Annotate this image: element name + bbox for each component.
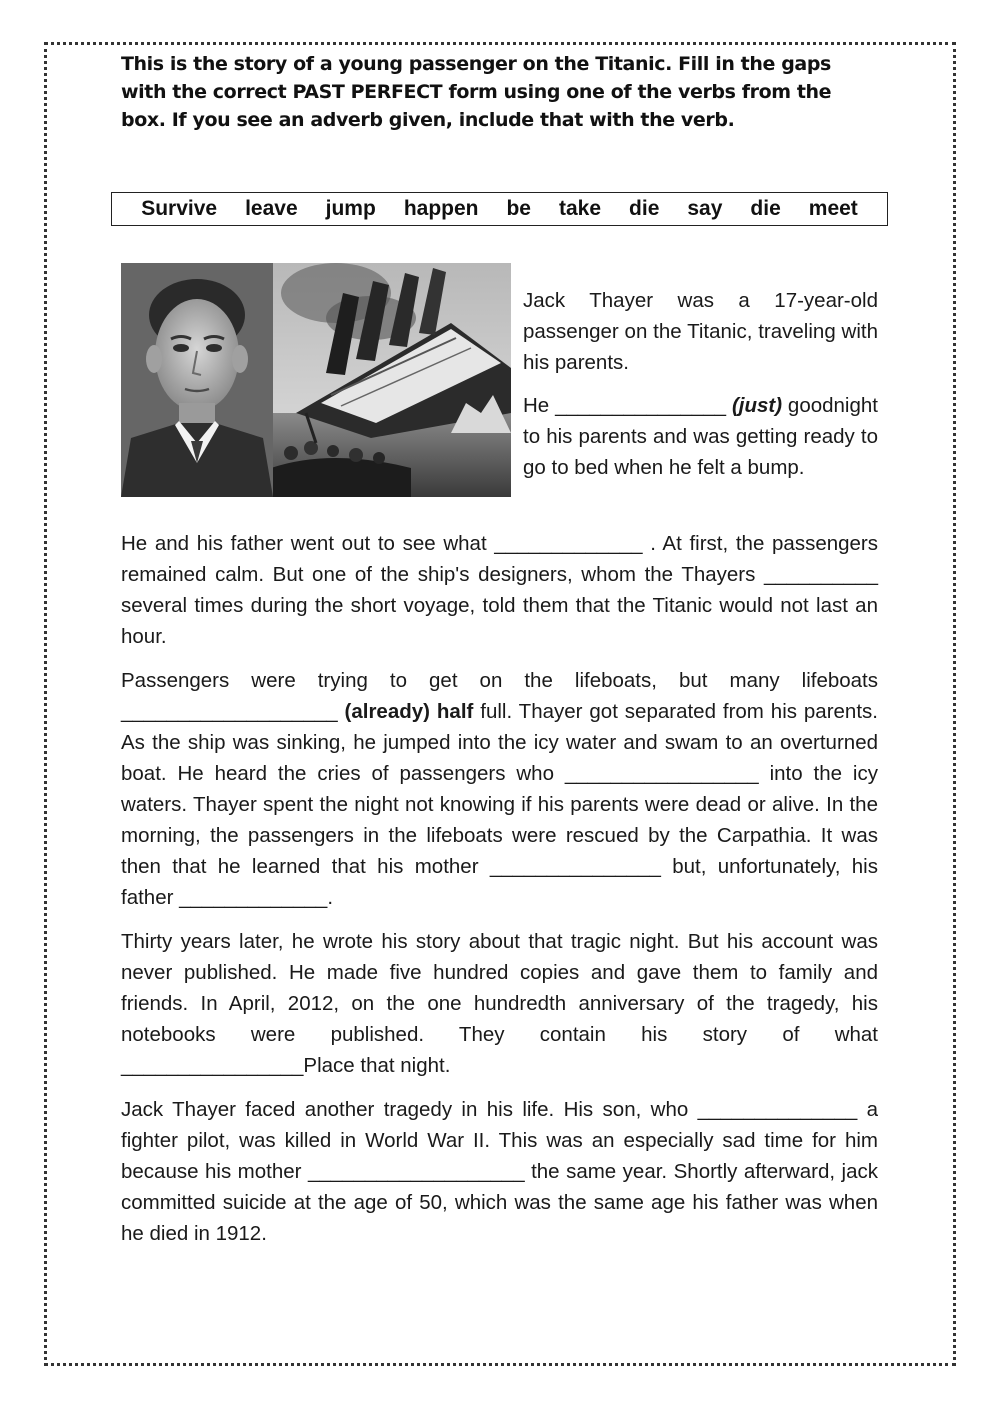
- verb-word: happen: [403, 197, 479, 220]
- verb-word: die: [750, 197, 781, 220]
- instructions-heading: This is the story of a young passenger on the Titanic. Fill in the gaps with the correct PAST PERFECT form using one of the verbs from the box. If you see an adverb given, include that with the verb.: [121, 53, 832, 131]
- verb-word: meet: [808, 197, 858, 220]
- verb-word: jump: [325, 197, 376, 220]
- titanic-photo: [121, 263, 511, 497]
- verb-word: leave: [245, 197, 298, 220]
- verb-word-box: [111, 192, 888, 226]
- story-paragraph-4: [121, 665, 878, 913]
- story-text: full. Thayer got separated from his parents. As the ship was sinking, he jumped into the icy water and swam to an overturned boat. He heard the cries of passengers who _________________ into the icy waters. Thayer spent the night not knowing if his parents were dead or alive. In the morning, the passengers in the lifeboats were rescued by the Carpathia. It was then that he learned that his mother _______________ but, unfortunately, his father _____________.: [121, 700, 878, 909]
- verb-word: say: [687, 197, 723, 220]
- story-text: Passengers were trying to get on the lifeboats, but many lifeboats ___________________: [121, 669, 878, 723]
- story-paragraph-1: Jack Thayer was a 17-year-old passenger on the Titanic, traveling with his parents.: [523, 289, 878, 374]
- story-paragraph-6: Jack Thayer faced another tragedy in his life. His son, who ______________ a fighter pilot, was killed in World War II. This was an especially sad time for him because his mother ___________________ the same year. Shortly afterward, jack committed suicide at the age of 50, which was the same age his father was when he died in 1912.: [121, 1098, 878, 1245]
- story-paragraph-5: Thirty years later, he wrote his story about that tragic night. But his account was never published. He made five hundred copies and gave them to family and friends. In April, 2012, on the one hundredth anniversary of the tragedy, his notebooks were published. They contain his story of what ________________Place that night.: [121, 930, 878, 1077]
- story-paragraph-3: He and his father went out to see what _____________ . At first, the passengers remained calm. But one of the ship's designers, whom the Thayers __________ several times during the short voyage, told them that the Titanic would not last an hour.: [121, 532, 878, 648]
- verb-word: be: [506, 197, 531, 220]
- story-text: He _______________: [523, 394, 732, 417]
- verb-word: Survive: [141, 197, 218, 220]
- adverb-hint: (just): [731, 394, 783, 417]
- story-paragraph-2: [523, 390, 878, 483]
- story-text: goodnight to his parents and was getting ready to go to bed when he felt a bump.: [523, 394, 878, 479]
- adverb-hint: (already) half: [344, 700, 474, 723]
- verb-word: take: [559, 197, 602, 220]
- verb-word: die: [629, 197, 660, 220]
